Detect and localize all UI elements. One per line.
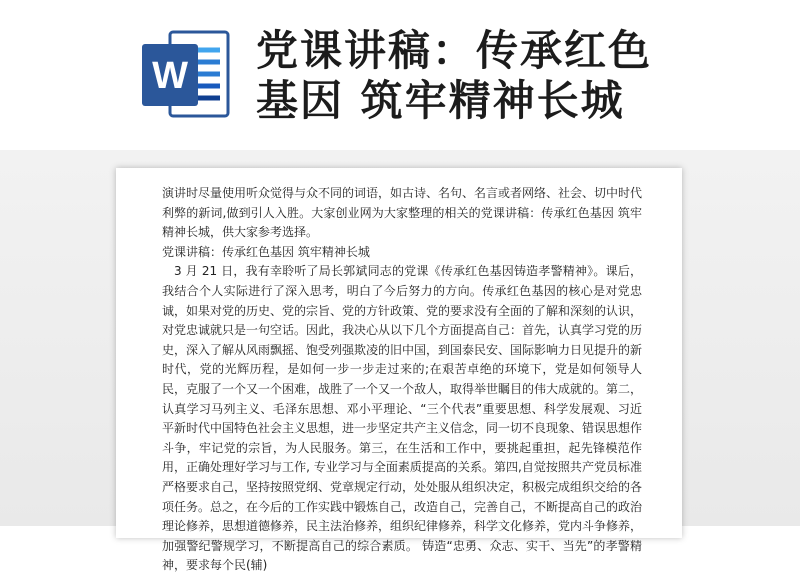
word-document-icon <box>140 24 232 124</box>
header-banner <box>0 0 800 150</box>
document-page <box>116 168 682 573</box>
paragraph-intro: 演讲时尽量使用听众觉得与众不同的词语，如古诗、名句、名言或者网络、社会、切中时代利弊的新词,做到引人入胜。大家创业网为大家整理的相关的党课讲稿：传承红色基因 筑牢精神长城，供大家参考选择。 <box>162 186 643 240</box>
paragraph-heading: 党课讲稿：传承红色基因 筑牢精神长城 <box>162 244 370 259</box>
document-body <box>162 184 642 576</box>
page-title <box>256 26 776 126</box>
paragraph-body: 3 月 21 日，我有幸聆听了局长郭斌同志的党课《传承红色基因铸造孝警精神》。课后，我结合个人实际进行了深入思考，明白了今后努力的方向。传承红色基因的核心是对党忠诚，如果对党的历史、党的宗旨、党的方针政策、党的要求没有全面的了解和深刻的认识，对党忠诚就只是一句空话。因此，我决心从以下几个方面提高自己：首先，认真学习党的历史，深入了解从风雨飘摇、饱受列强欺凌的旧中国，到国泰民安、国际影响力日见提升的新时代，党的光辉历程，是如何一步一步走过来的;在艰苦卓绝的环境下，党是如何领导人民，克服了一个又一个困难，战胜了一个又一个敌人，取得举世瞩目的伟大成就的。第二，认真学习马列主义、毛泽东思想、邓小平理论、“三个代表”重要思想、科学发展观、习近平新时代中国特色社会主义思想，进一步坚定共产主义信念，同一切不良现象、错误思想作斗争，牢记党的宗旨，为人民服务。第三，在生活和工作中，要挑起重担，起先锋模范作用，正确处理好学习与工作, 专业学习与全面素质提高的关系。第四,自觉按照共产党员标准严格要求自己，坚持按照党纲、党章规定行动，处处服从组织决定，积极完成组织交给的各项任务。总之，在今后的工作实践中锻炼自己，改造自己，完善自己，不断提高自己的政治理论修养，思想道德修养，民主法治修养，组织纪律修养，科学文化修养，党内斗争修养，加强警纪警规学习，不断提高自己的综合素质。 铸造“忠勇、众志、实干、当先”的孝警精神，要求每个民(辅) <box>162 264 643 573</box>
word-letter: W <box>152 55 188 97</box>
title-line-2: 基因 筑牢精神长城 <box>256 76 625 125</box>
title-line-1: 党课讲稿：传承红色 <box>256 26 653 75</box>
